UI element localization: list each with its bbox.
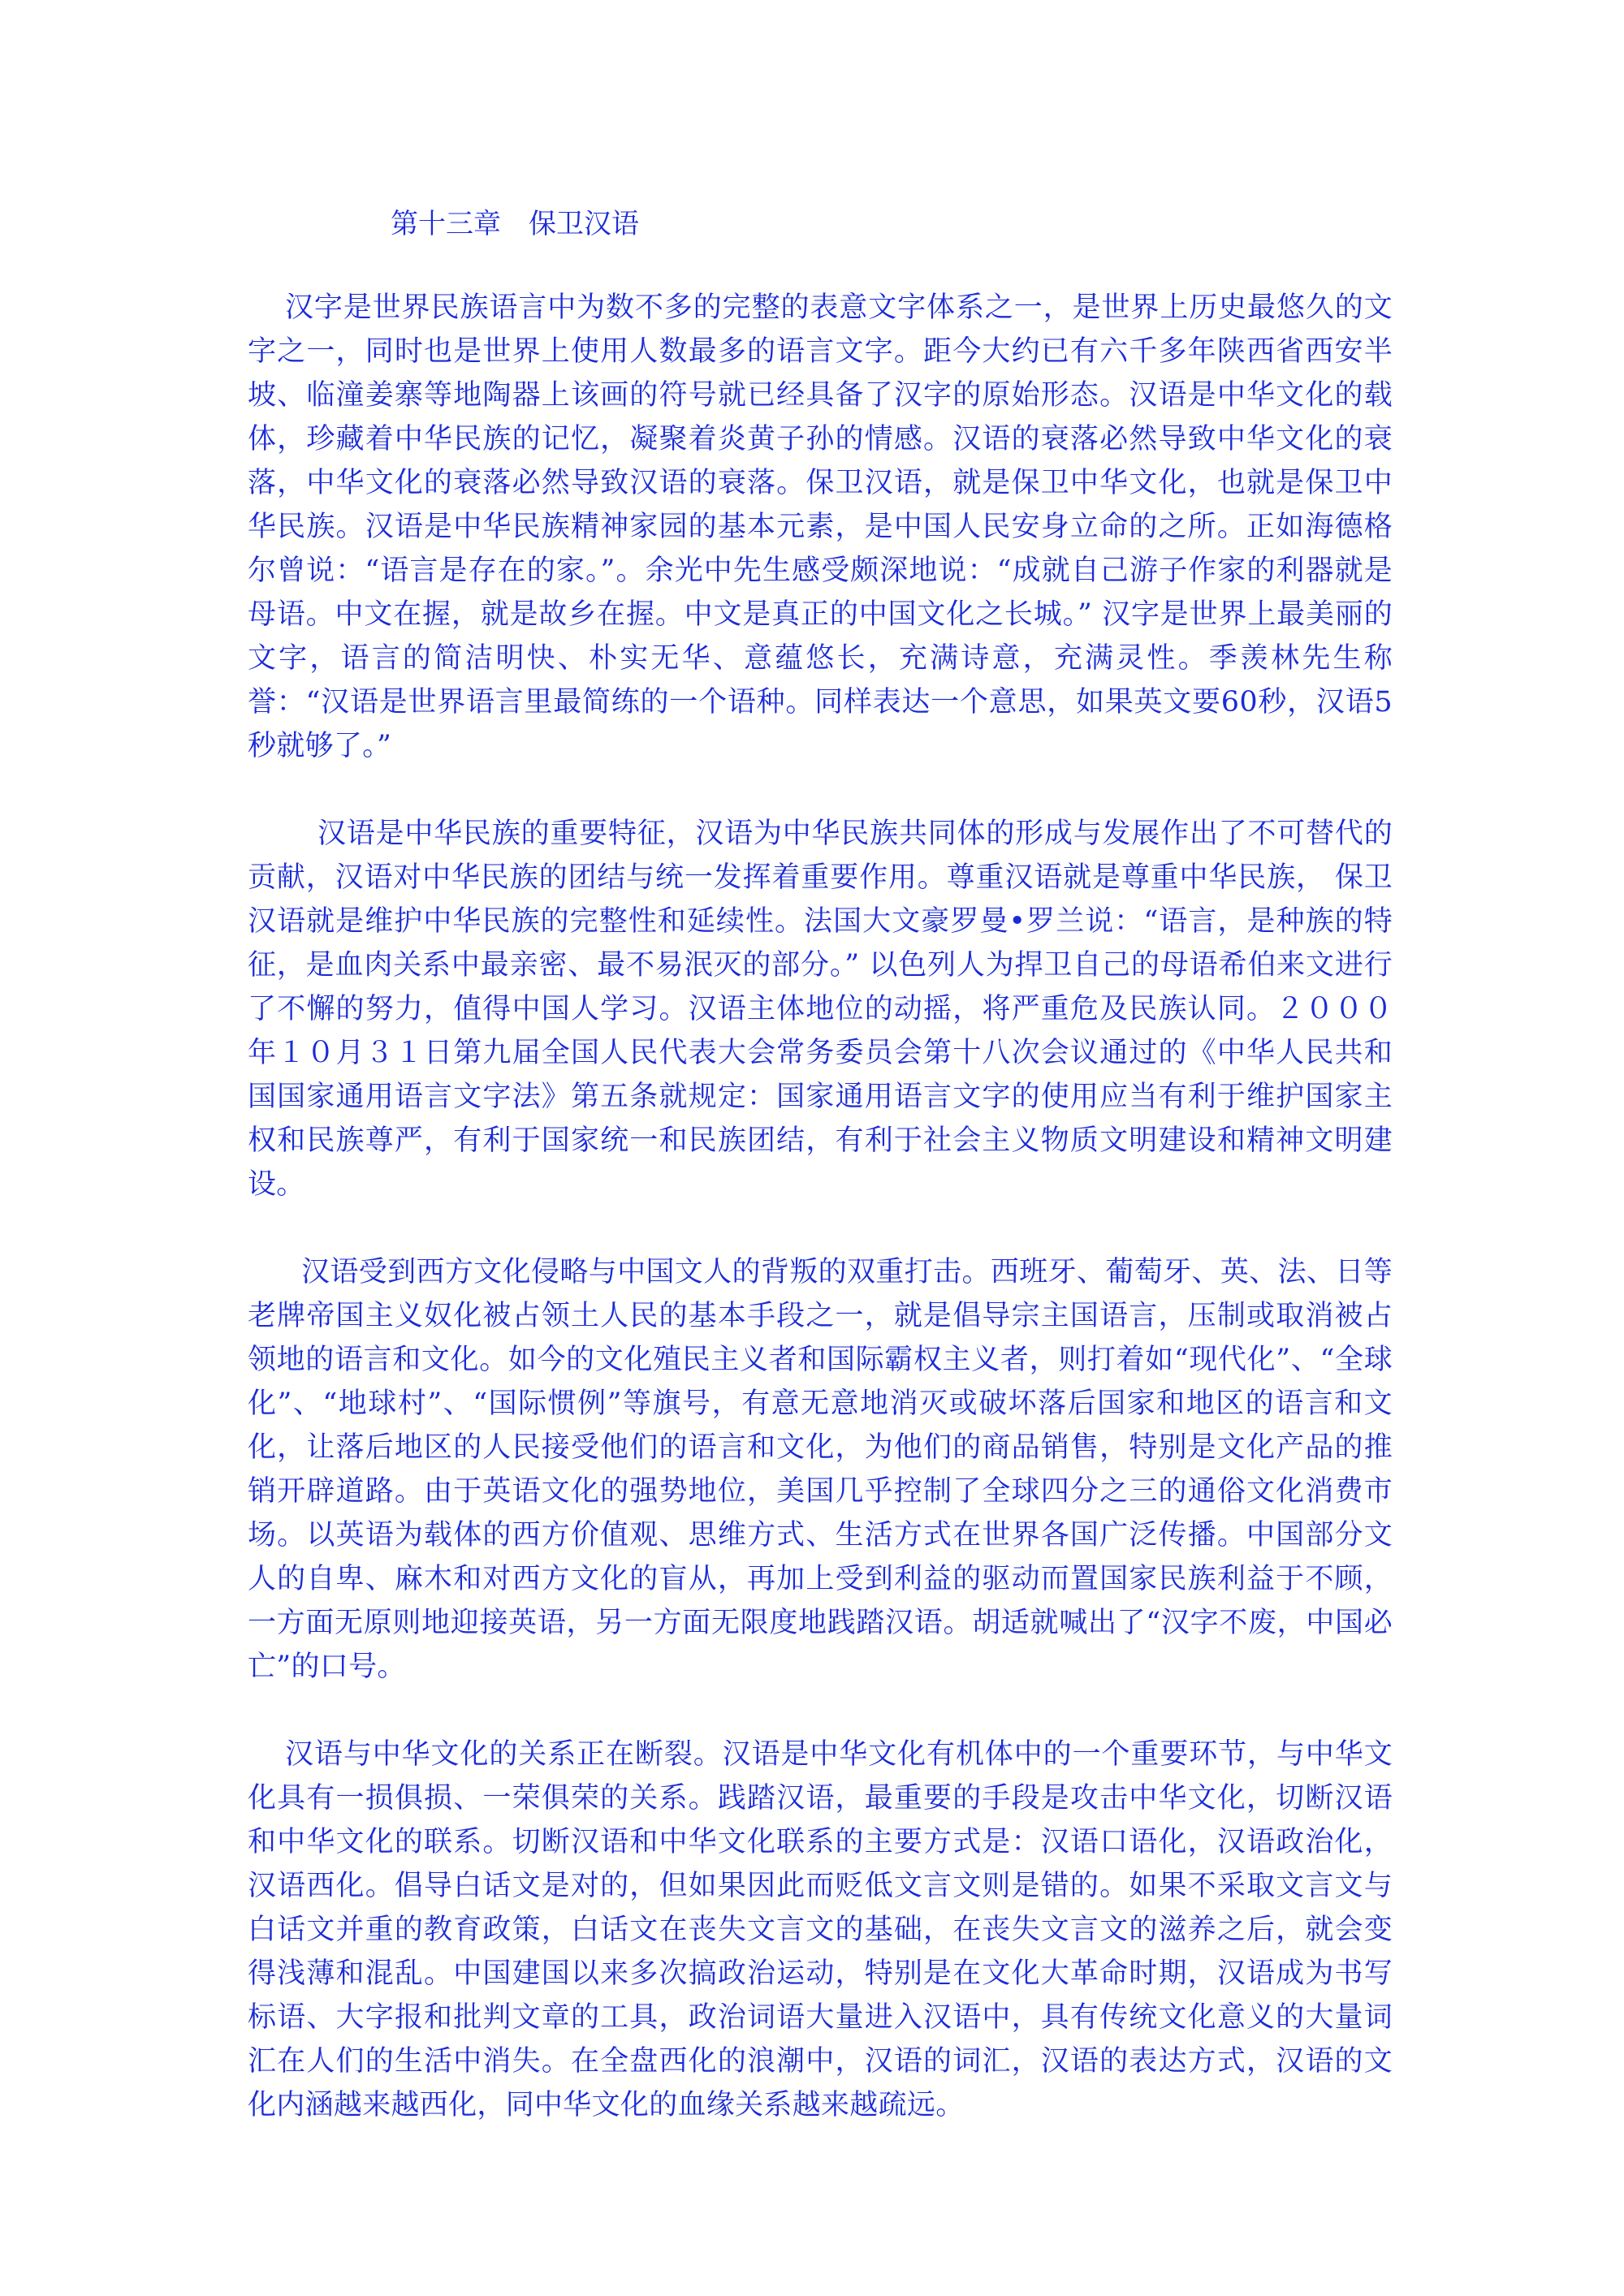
paragraph-3: 汉语受到西方文化侵略与中国文人的背叛的双重打击。西班牙、葡萄牙、英、法、日等老牌帝国主义奴化被占领土人民的基本手段之一，就是倡导宗主国语言，压制或取消被占领地的语言和文化。如今的文化殖民主义者和国际霸权主义者，则打着如“现代化”、“全球化”、“地球村”、“国际惯例”等旗号，有意无意地消灭或破坏落后国家和地区的语言和文化，让落后地区的人民接受他们的语言和文化，为他们的商品销售，特别是文化产品的推销开辟道路。由于英语文化的强势地位，美国几乎控制了全球四分之三的通俗文化消费市场。以英语为载体的西方价值观、思维方式、生活方式在世界各国广泛传播。中国部分文人的自卑、麻木和对西方文化的盲从，再加上受到利益的驱动而置国家民族利益于不顾，一方面无原则地迎接英语，另一方面无限度地践踏汉语。胡适就喊出了“汉字不废，中国必亡”的口号。 [248,1256,1393,1683]
paragraph-4: 汉语与中华文化的关系正在断裂。汉语是中华文化有机体中的一个重要环节，与中华文化具有一损俱损、一荣俱荣的关系。践踏汉语，最重要的手段是攻击中华文化，切断汉语和中华文化的联系。切断汉语和中华文化联系的主要方式是：汉语口语化，汉语政治化，汉语西化。倡导白话文是对的，但如果因此而贬低文言文则是错的。如果不采取文言文与白话文并重的教育政策，白话文在丧失文言文的基础，在丧失文言文的滋养之后，就会变得浅薄和混乱。中国建国以来多次搞政治运动，特别是在文化大革命时期，汉语成为书写标语、大字报和批判文章的工具，政治词语大量进入汉语中，具有传统文化意义的大量词汇在人们的生活中消失。在全盘西化的浪潮中，汉语的词汇，汉语的表达方式，汉语的文化内涵越来越西化，同中华文化的血缘关系越来越疏远。 [248,1738,1393,2121]
document-body [248,205,1393,2127]
paragraph-2: 汉语是中华民族的重要特征，汉语为中华民族共同体的形成与发展作出了不可替代的贡献，汉语对中华民族的团结与统一发挥着重要作用。尊重汉语就是尊重中华民族， 保卫汉语就是维护中华民族的完整性和延续性。法国大文豪罗曼•罗兰说：“语言，是种族的特征，是血肉关系中最亲密、最不易泯灭的部分。” 以色列人为捍卫自己的母语希伯来文进行了不懈的努力，值得中国人学习。汉语主体地位的动摇，将严重危及民族认同。２０００年１０月３１日第九届全国人民代表大会常务委员会第十八次会议通过的《中华人民共和国国家通用语言文字法》第五条就规定：国家通用语言文字的使用应当有利于维护国家主权和民族尊严，有利于国家统一和民族团结，有利于社会主义物质文明建设和精神文明建设。 [248,818,1393,1201]
chapter-title: 第十三章 保卫汉语 [391,208,639,240]
paragraph-1: 汉字是世界民族语言中为数不多的完整的表意文字体系之一，是世界上历史最悠久的文字之一，同时也是世界上使用人数最多的语言文字。距今大约已有六千多年陕西省西安半坡、临潼姜寨等地陶器上该画的符号就已经具备了汉字的原始形态。汉语是中华文化的载体，珍藏着中华民族的记忆，凝聚着炎黄子孙的情感。汉语的衰落必然导致中华文化的衰落，中华文化的衰落必然导致汉语的衰落。保卫汉语，就是保卫中华文化，也就是保卫中华民族。汉语是中华民族精神家园的基本元素，是中国人民安身立命的之所。正如海德格尔曾说：“语言是存在的家。”。余光中先生感受颇深地说：“成就自己游子作家的利器就是母语。中文在握，就是故乡在握。中文是真正的中国文化之长城。” 汉字是世界上最美丽的文字，语言的简洁明快、朴实无华、意蕴悠长，充满诗意，充满灵性。季羡林先生称誉：“汉语是世界语言里最简练的一个语种。同样表达一个意思，如果英文要60秒，汉语5秒就够了。” [248,291,1393,762]
